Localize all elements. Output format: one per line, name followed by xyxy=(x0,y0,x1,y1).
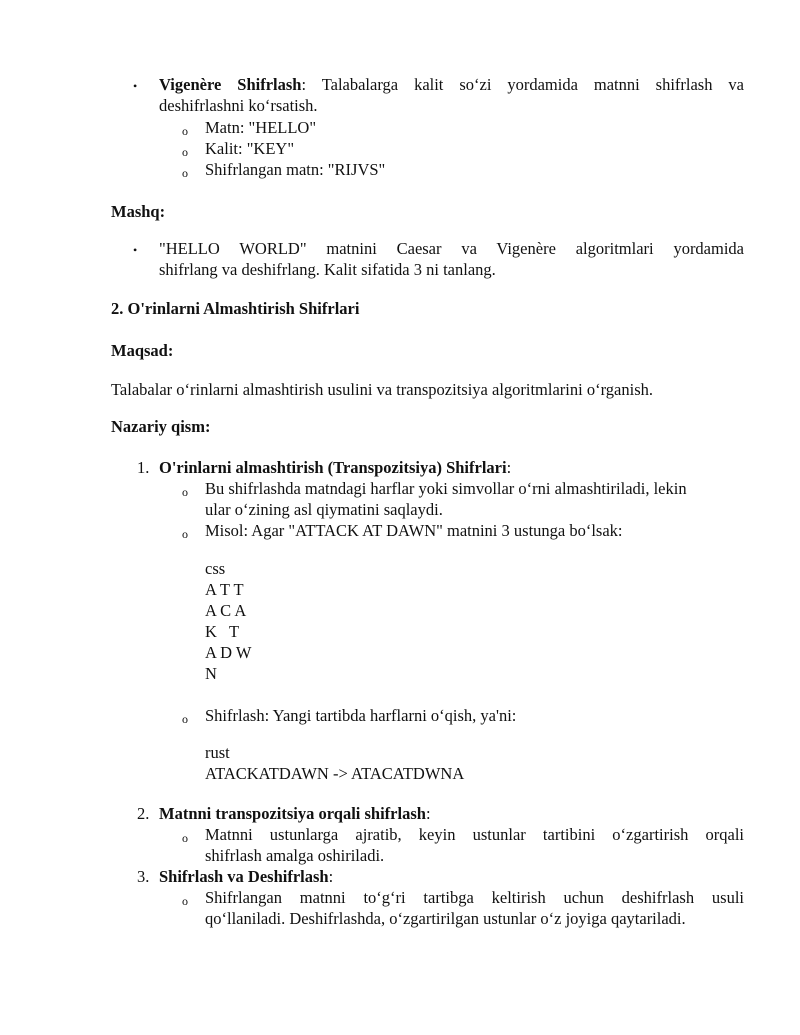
maqsad-heading: Maqsad: xyxy=(111,341,174,360)
item1-sub3: Shifrlash: Yangi tartibda harflarni o‘qish, ya'ni: xyxy=(205,706,517,725)
item3-sub1-line1: Shifrlangan matnni to‘g‘ri tartibga keltirish uchun deshifrlash usuli xyxy=(205,888,744,907)
vigenere-subitem: Matn: "HELLO" xyxy=(205,118,317,137)
code-line: K T xyxy=(205,622,240,641)
item-number: 2. xyxy=(137,804,150,823)
code-line: rust xyxy=(205,743,230,762)
circle-bullet-icon: o xyxy=(182,831,188,845)
code-line: N xyxy=(205,664,217,683)
code-line: A C A xyxy=(205,601,247,620)
item-number: 1. xyxy=(137,458,150,477)
vigenere-subitem: Kalit: "KEY" xyxy=(205,139,295,158)
circle-bullet-icon: o xyxy=(182,712,188,726)
item1-sub1-line1: Bu shifrlashda matndagi harflar yoki simvollar o‘rni almashtiriladi, lekin xyxy=(205,479,687,498)
vigenere-title: Vigenère Shifrlash xyxy=(159,75,302,94)
vigenere-text: Talabalarga kalit so‘zi yordamida matnni shifrlash va xyxy=(321,75,745,94)
circle-bullet-icon: o xyxy=(182,485,188,499)
mashq-line2: shifrlang va deshifrlang. Kalit sifatida 3 ni tanlang. xyxy=(159,260,496,279)
mashq-heading: Mashq: xyxy=(111,202,166,221)
item-number: 3. xyxy=(137,867,150,886)
maqsad-text: Talabalar o‘rinlarni almashtirish usulini va transpozitsiya algoritmlarini o‘rganish. xyxy=(111,380,653,399)
code-line: css xyxy=(205,559,226,578)
circle-bullet-icon: o xyxy=(182,894,188,908)
mashq-line1: "HELLO WORLD" matnini Caesar va Vigenère algoritmlari yordamida xyxy=(159,239,744,258)
item1-sub1-line2: ular o‘zining asl qiymatini saqlaydi. xyxy=(205,500,443,519)
code-line: ATACKATDAWN -> ATACATDWNA xyxy=(205,764,465,783)
circle-bullet-icon: o xyxy=(182,124,188,138)
circle-bullet-icon: o xyxy=(182,145,188,159)
nazariy-heading: Nazariy qism: xyxy=(111,417,211,436)
bullet-icon: • xyxy=(133,243,138,257)
circle-bullet-icon: o xyxy=(182,166,188,180)
section-heading: 2. O'rinlarni Almashtirish Shifrlari xyxy=(111,299,360,318)
code-line: A D W xyxy=(205,643,252,662)
vigenere-line2: deshifrlashni ko‘rsatish. xyxy=(159,96,318,115)
item2-sub1-line2: shifrlash amalga oshiriladi. xyxy=(205,846,385,865)
vigenere-subitem: Shifrlangan matn: "RIJVS" xyxy=(205,160,386,179)
circle-bullet-icon: o xyxy=(182,527,188,541)
item-title: Matnni transpozitsiya orqali shifrlash: xyxy=(159,804,431,823)
bullet-icon: • xyxy=(133,79,138,93)
vigenere-line1: Vigenère Shifrlash: Talabalarga kalit so‘zi yordamida matnni shifrlash va xyxy=(159,75,745,94)
item-title: O'rinlarni almashtirish (Transpozitsiya) Shifrlari: xyxy=(159,458,512,477)
item3-sub1-line2: qo‘llaniladi. Deshifrlashda, o‘zgartirilgan ustunlar o‘z joyiga qaytariladi. xyxy=(205,909,686,928)
item2-sub1-line1: Matnni ustunlarga ajratib, keyin ustunlar tartibini o‘zgartirish orqali xyxy=(205,825,744,844)
code-line: A T T xyxy=(205,580,244,599)
item1-sub2: Misol: Agar "ATTACK AT DAWN" matnini 3 ustunga bo‘lsak: xyxy=(205,521,623,540)
item-title: Shifrlash va Deshifrlash: xyxy=(159,867,334,886)
